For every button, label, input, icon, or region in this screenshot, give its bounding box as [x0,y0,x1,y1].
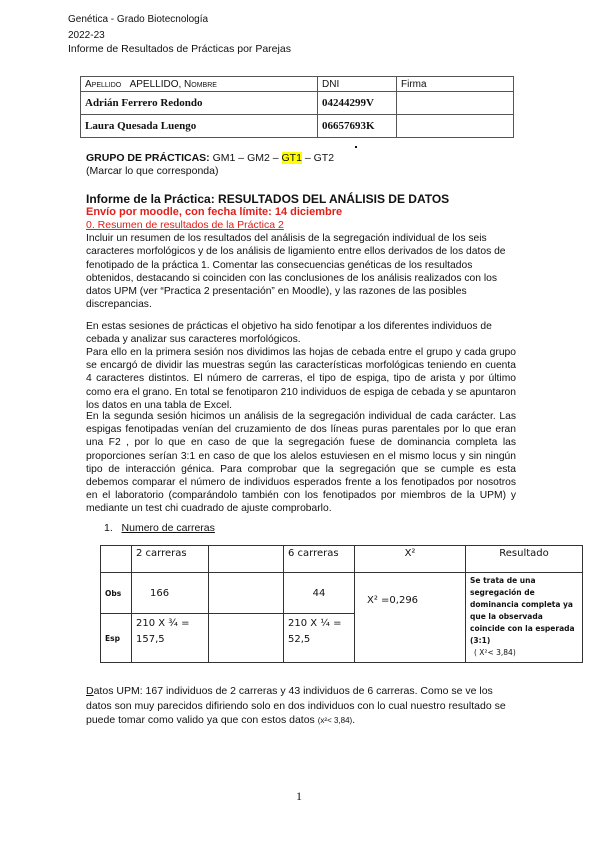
col-dni: DNI [318,77,397,92]
result-text: Se trata de una segregación de dominancia completa ya que la observada coincide con la esperada (3:1) [470,576,575,645]
chi2-value: X² =0,296 [355,573,466,663]
signature-cell [397,92,514,115]
names-table [80,76,514,138]
section-0-title: 0. Resumen de resultados de la Práctica 2 [86,219,284,231]
header-6-carreras: 6 carreras [284,546,355,573]
dot-mark [355,146,357,148]
header-year: 2022-23 [68,30,105,41]
paragraph-session1: Para ello en la primera sesión nos dividimos las hojas de cebada entre el grupo y cada grupo se encargó de dividir las muestras según las características morfológicas teniendo en cuenta 4 caracteres distintos. El número de carreras, el tipo de espiga, tipo de arista y por último como era el grano. En total se fenotiparon 210 individuos de espiga de cebada y se apuntaron los datos en una tabla de Excel. [86,347,516,411]
result-cell [466,573,583,663]
grupo-note: (Marcar lo que corresponda) [86,165,219,177]
instructions-paragraph: Incluir un resumen de los resultados del análisis de la segregación individual de los seis caracteres morfológicos y de los análisis de ligamiento entre ellos derivados de los datos de fenotipado de la práctica 1. Comentar las consecuencias genéticas de los resultados obtenidos, destacando si coinciden con las conclusiones de los análisis realizados con los datos UPM (ver “Practica 2 presentación” en Moodle), y las razones de las posibles discrepancias. [86,233,506,311]
paragraph-session2: En la segunda sesión hicimos un análisis de la segregación individual de cada carácter. Las espigas fenotipadas venían del cruzamiento de dos líneas puras parentales por lo que eran una F2 , por lo que en caso de que la segregación fuese de dominancia completa las proporciones serían 3:1 en caso de que los alelos estuviesen en el mismo locus y sin ningún tipo de interacción génica. Para comprobar que la segregación que se cumple es esta debemos comparar el número de individuos esperados frente a los fenotipados por nosotros en el laboratorio (comparándolo también con los fenotipados por miembros de la UPM) y mediante un test chi cuadrado de ajuste comprobarlo. [86,411,516,515]
page-number: 1 [296,789,302,803]
deadline: Envío por moodle, con fecha límite: 14 diciembre [86,206,343,218]
row-label-esp: Esp [101,614,132,663]
selected-group: GT1 [281,152,302,164]
student-dni: 04244299V [318,92,397,115]
header-course: Genética - Grado Biotecnología [68,14,209,25]
header-resultado: Resultado [466,546,583,573]
section-1-heading: 1. Numero de carreras [104,522,215,534]
upm-paragraph: Datos UPM: 167 individuos de 2 carreras y 43 individuos de 6 carreras. Como se ve los datos son muy parecidos difiriendo solo en dos individuos con lo cual nuestro resultado se puede tomar como valido ya que con estos datos (x²< 3,84). [86,685,506,726]
paragraph-objective: En estas sesiones de prácticas el objetivo ha sido fenotipar a los diferentes individuos de cebada y analizar sus caracteres morfológicos. [86,321,492,346]
esp-6-carreras: 210 X ¼ = 52,5 [284,614,355,663]
table-row [81,115,514,138]
student-dni: 06657693K [318,115,397,138]
row-label-obs: Obs [101,573,132,614]
header-report-title: Informe de Resultados de Prácticas por Parejas [68,43,291,55]
informe-title: Informe de la Práctica: RESULTADOS DEL ANÁLISIS DE DATOS [86,192,450,206]
header-chi2: X² [355,546,466,573]
grupo-line: GRUPO DE PRÁCTICAS: GM1 – GM2 – GT1 – GT2 [86,152,335,164]
esp-2-carreras: 210 X ¾ = 157,5 [132,614,209,663]
col-firma: Firma [397,77,514,92]
header-2-carreras: 2 carreras [132,546,209,573]
student-name: Laura Quesada Luengo [81,115,318,138]
col-apellido-nombre: Apellido APELLIDO, Nombre [81,77,318,92]
table-row [81,92,514,115]
signature-cell [397,115,514,138]
student-name: Adrián Ferrero Redondo [81,92,318,115]
results-table [100,545,583,663]
obs-2-carreras: 166 [132,573,209,614]
obs-6-carreras: 44 [284,573,355,614]
result-condition: ( X²< 3,84) [474,648,516,657]
